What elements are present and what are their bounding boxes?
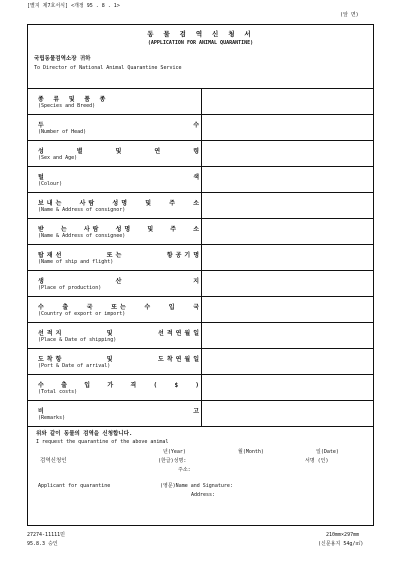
label-species-en: (Species and Breed)	[38, 103, 96, 109]
date-month: 월(Month)	[238, 449, 264, 455]
request-statement-en: I request the quarantine of the above animal	[36, 439, 169, 445]
label-species: 종 류 및 품 종	[38, 96, 109, 103]
label-arrival-en: (Port & Date of arrival)	[38, 363, 111, 369]
label-ship-en: (Name of ship and flight)	[38, 259, 114, 265]
label-remarks-en: (Remarks)	[38, 415, 66, 421]
address-korean-label: 주소:	[178, 467, 191, 473]
label-consignor: 보내는 사람 성명 및 주 소	[38, 200, 202, 207]
request-statement: 위와 같이 동물의 검역을 신청합니다.	[36, 431, 133, 437]
name-korean-label: (한글)성명:	[158, 458, 187, 464]
row-arrival	[28, 348, 373, 375]
row-number	[28, 114, 373, 141]
applicant-label: 검역신청인	[40, 458, 67, 464]
label-arrival: 도착항 및 도착연월일	[38, 356, 202, 363]
row-consignee	[28, 218, 373, 245]
row-colour	[28, 166, 373, 193]
form-code: 27274-11111민	[27, 532, 65, 538]
form-number: [별지 제7호서식] <개정 95 . 8 . 1>	[27, 3, 120, 9]
addressee-en: To Director of National Animal Quarantine Service	[34, 65, 182, 71]
row-production	[28, 270, 373, 297]
addressee: 국립동물검역소장 귀하	[34, 56, 91, 62]
row-remarks	[28, 400, 373, 427]
label-consignee-en: (Name & Address of consignee)	[38, 233, 126, 239]
row-ship	[28, 244, 373, 271]
form-title: 동 물 검 역 신 청 서	[147, 30, 254, 38]
label-costs: 수 출 입 가 격 ( $ )	[38, 382, 202, 389]
label-consignor-en: (Name & Address of consignor)	[38, 207, 126, 213]
label-shipping: 선적지 및 선적연월일	[38, 330, 202, 337]
label-number-en: (Number of Head)	[38, 129, 87, 135]
applicant-label-en: Applicant for quarantine	[38, 483, 111, 489]
label-country: 수 출 국 또는 수 입 국	[38, 304, 202, 311]
label-production-en: (Place of production)	[38, 285, 102, 291]
date-day: 일(Date)	[316, 449, 339, 455]
row-consignor	[28, 192, 373, 219]
row-shipping	[28, 322, 373, 349]
row-species	[28, 88, 373, 115]
row-country	[28, 296, 373, 323]
label-remarks: 비 고	[38, 408, 202, 415]
signature-seal: 서명 (인)	[305, 458, 329, 464]
application-form	[27, 24, 374, 526]
page-side: (앞 면)	[340, 12, 359, 18]
paper-type: (신문용지 54g/㎡)	[318, 541, 364, 547]
label-sex-age: 성 별 및 연 령	[38, 148, 202, 155]
label-country-en: (Country of export or import)	[38, 311, 126, 317]
row-sex-age	[28, 140, 373, 167]
label-production: 생 산 지	[38, 278, 202, 285]
form-title-en: (APPLICATION FOR ANIMAL QUARANTINE)	[147, 40, 254, 46]
row-costs	[28, 374, 373, 401]
label-costs-en: (Total costs)	[38, 389, 78, 395]
label-colour-en: (Colour)	[38, 181, 63, 187]
address-english-label: Address:	[191, 492, 216, 498]
date-year: 년(Year)	[163, 449, 186, 455]
request-section	[28, 426, 373, 526]
label-ship: 탑재선 또는 항공기명	[38, 252, 202, 259]
label-colour: 털 색	[38, 174, 202, 181]
label-consignee: 받 는 사람 성명 및 주 소	[38, 226, 202, 233]
name-english-label: (영문)Name and Signature:	[160, 483, 233, 489]
approval-date: 95.8.3 승인	[27, 541, 58, 547]
paper-size: 210mm×297mm	[326, 532, 360, 538]
label-shipping-en: (Place & Date of shipping)	[38, 337, 117, 343]
label-sex-age-en: (Sex and Age)	[38, 155, 78, 161]
label-number: 두 수	[38, 122, 202, 129]
